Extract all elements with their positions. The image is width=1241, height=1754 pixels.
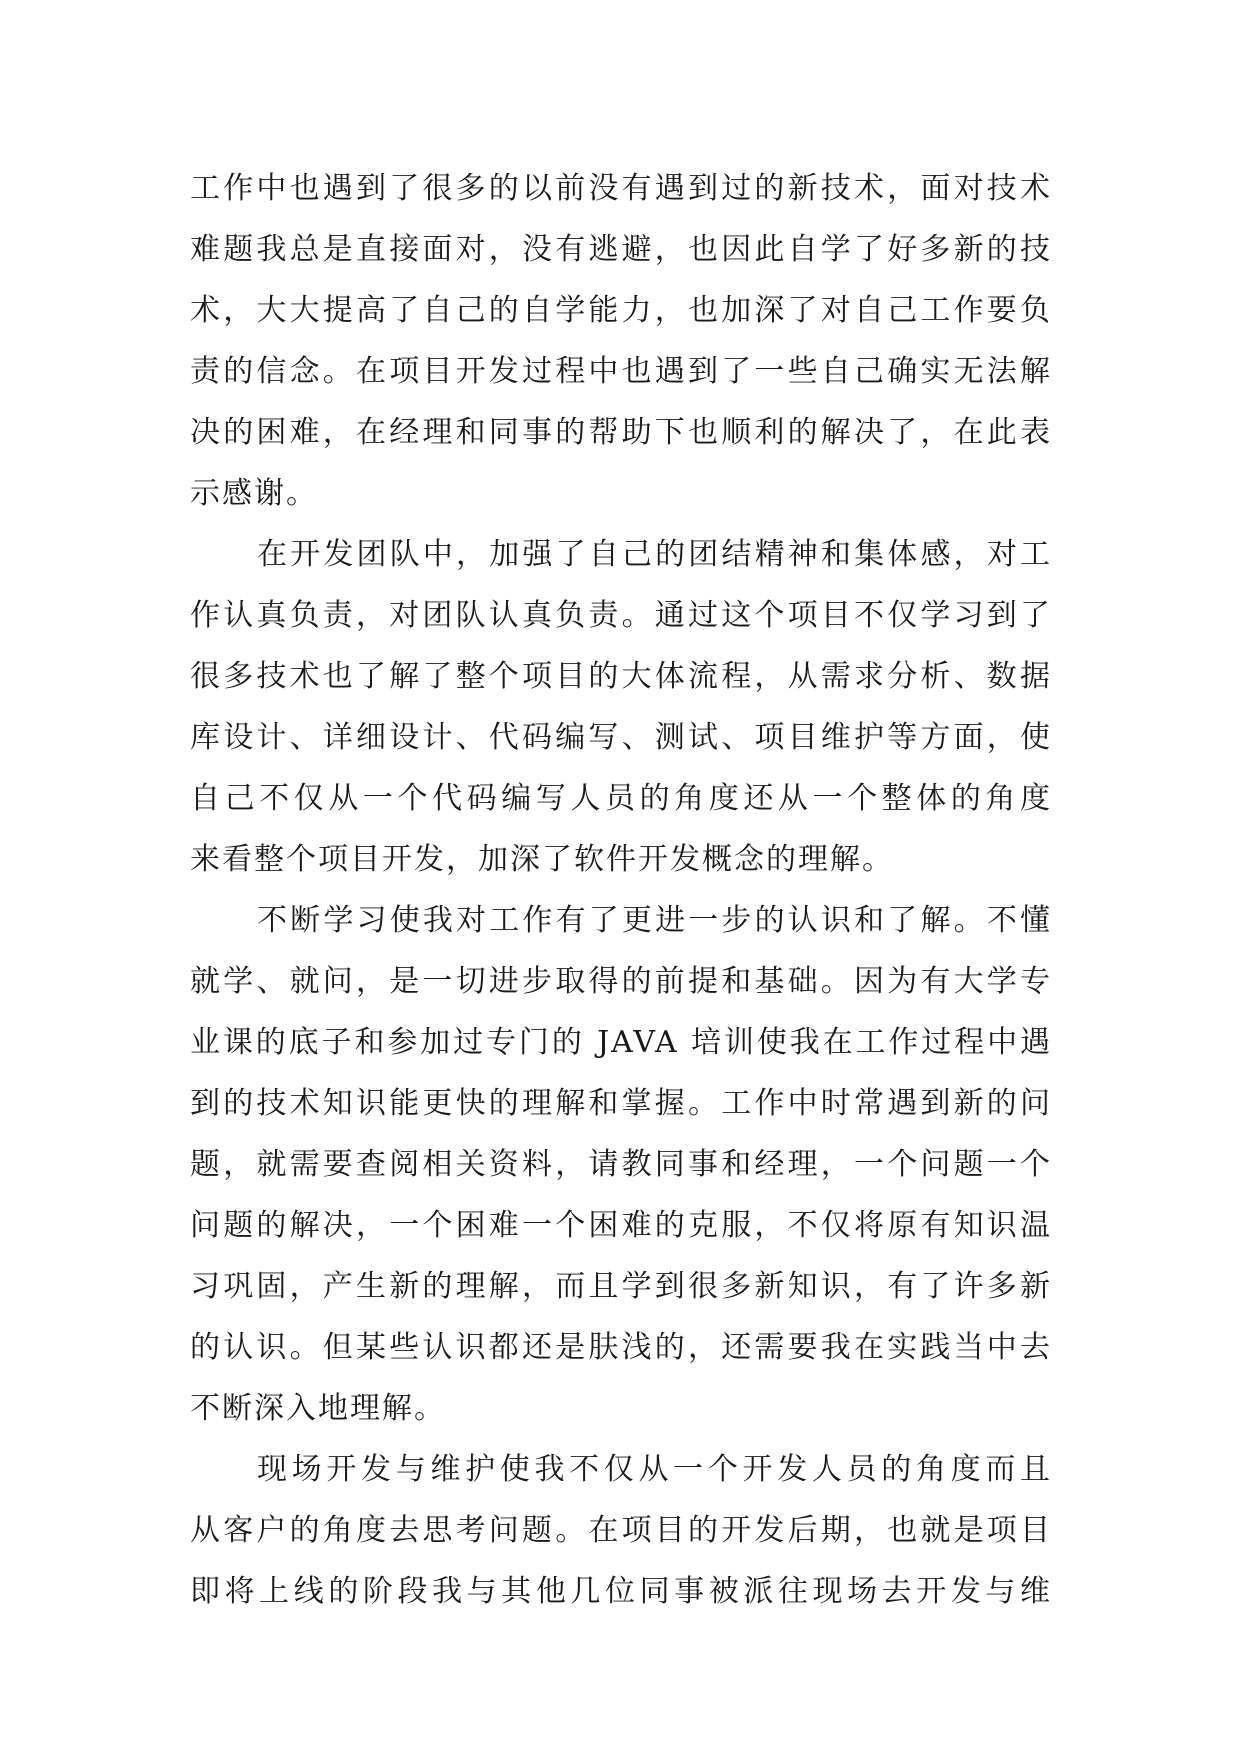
paragraph-4: [190, 1439, 1052, 1622]
text-line: 示感谢。: [190, 476, 318, 511]
paragraph-1: [190, 158, 1052, 524]
paragraph-3: [190, 890, 1052, 1439]
text-line: 很多技术也了解了整个项目的大体流程，从需求分析、数据: [190, 659, 1052, 694]
text-line: 在开发团队中，加强了自己的团结精神和集体感，对工: [257, 537, 1052, 572]
text-line: 工作中也遇到了很多的以前没有遇到过的新技术，面对技术: [190, 171, 1052, 206]
text-line: 决的困难，在经理和同事的帮助下也顺利的解决了，在此表: [190, 415, 1052, 450]
text-line: 库设计、详细设计、代码编写、测试、项目维护等方面，使: [190, 720, 1052, 755]
text-line: 问题的解决，一个困难一个困难的克服，不仅将原有知识温: [190, 1208, 1052, 1243]
text-line: 的认识。但某些认识都还是肤浅的，还需要我在实践当中去: [190, 1330, 1052, 1365]
text-line: 习巩固，产生新的理解，而且学到很多新知识，有了许多新: [190, 1269, 1052, 1304]
text-line: 不断学习使我对工作有了更进一步的认识和了解。不懂: [257, 903, 1052, 938]
text-line: 术，大大提高了自己的自学能力，也加深了对自己工作要负: [190, 293, 1052, 328]
text-line: 题，就需要查阅相关资料，请教同事和经理，一个问题一个: [190, 1147, 1052, 1182]
text-line: 自己不仅从一个代码编写人员的角度还从一个整体的角度: [190, 781, 1052, 816]
text-line: 从客户的角度去思考问题。在项目的开发后期，也就是项目: [190, 1513, 1052, 1548]
text-line: 到的技术知识能更快的理解和掌握。工作中时常遇到新的问: [190, 1086, 1052, 1121]
text-line: 现场开发与维护使我不仅从一个开发人员的角度而且: [257, 1452, 1052, 1487]
text-line: 即将上线的阶段我与其他几位同事被派往现场去开发与维: [190, 1574, 1052, 1609]
text-line: 业课的底子和参加过专门的 JAVA 培训使我在工作过程中遇: [190, 1025, 1052, 1060]
text-line: 不断深入地理解。: [190, 1391, 446, 1426]
text-line: 就学、就问，是一切进步取得的前提和基础。因为有大学专: [190, 964, 1052, 999]
text-line: 难题我总是直接面对，没有逃避，也因此自学了好多新的技: [190, 232, 1052, 267]
paragraph-2: [190, 524, 1052, 890]
document-body: [190, 158, 1052, 1622]
text-line: 作认真负责，对团队认真负责。通过这个项目不仅学习到了: [190, 598, 1052, 633]
text-line: 责的信念。在项目开发过程中也遇到了一些自己确实无法解: [190, 354, 1052, 389]
text-line: 来看整个项目开发，加深了软件开发概念的理解。: [190, 842, 894, 877]
